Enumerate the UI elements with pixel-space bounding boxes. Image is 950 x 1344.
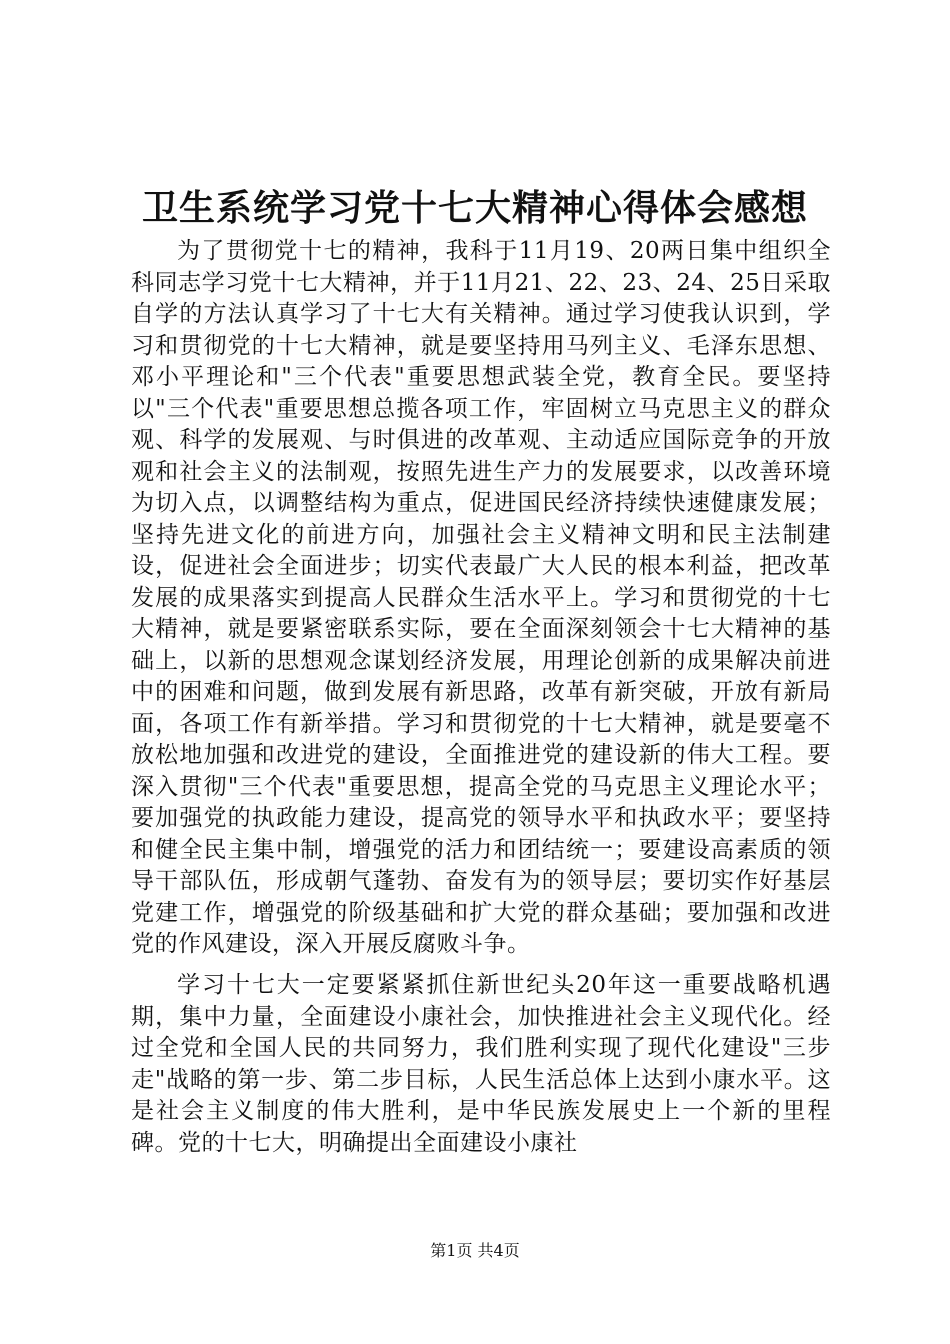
document-title: 卫生系统学习党十七大精神心得体会感想 <box>141 187 808 229</box>
page-footer: 第1页 共4页 <box>430 1241 520 1260</box>
body-paragraph-1: 为了贯彻党十七的精神，我科于11月19、20两日集中组织全科同志学习党十七大精神，并于11月21、22、23、24、25日采取自学的方法认真学习了十七大有关精神。通过学习使我认识到，学习和贯彻党的十七大精神，就是要坚持用马列主义、毛泽东思想、邓小平理论和"三个代表"重要思想武装全党，教育全民。要坚持以"三个代表"重要思想总揽各项工作，牢固树立马克思主义的群众观、科学的发展观、与时俱进的改革观、主动适应国际竞争的开放观和社会主义的法制观，按照先进生产力的发展要求，以改善环境为切入点，以调整结构为重点，促进国民经济持续快速健康发展；坚持先进文化的前进方向，加强社会主义精神文明和民主法制建设，促进社会全面进步；切实代表最广大人民的根本利益，把改革发展的成果落实到提高人民群众生活水平上。学习和贯彻党的十七大精神，就是要紧密联系实际，要在全面深刻领会十七大精神的基础上，以新的思想观念谋划经济发展，用理论创新的成果解决前进中的困难和问题，做到发展有新思路，改革有新突破，开放有新局面，各项工作有新举措。学习和贯彻党的十七大精神，就是要毫不放松地加强和改进党的建设，全面推进党的建设新的伟大工程。要深入贯彻"三个代表"重要思想，提高全党的马克思主义理论水平；要加强党的执政能力建设，提高党的领导水平和执政水平；要坚持和健全民主集中制，增强党的活力和团结统一；要建设高素质的领导干部队伍，形成朝气蓬勃、奋发有为的领导层；要切实作好基层党建工作，增强党的阶级基础和扩大党的群众基础；要加强和改进党的作风建设，深入开展反腐败斗争。 <box>131 238 831 957</box>
body-paragraph-2: 学习十七大一定要紧紧抓住新世纪头20年这一重要战略机遇期，集中力量，全面建设小康社会，加快推进社会主义现代化。经过全党和全国人民的共同努力，我们胜利实现了现代化建设"三步走"战略的第一步、第二步目标，人民生活总体上达到小康水平。这是社会主义制度的伟大胜利，是中华民族发展史上一个新的里程碑。党的十七大，明确提出全面建设小康社 <box>131 972 831 1156</box>
